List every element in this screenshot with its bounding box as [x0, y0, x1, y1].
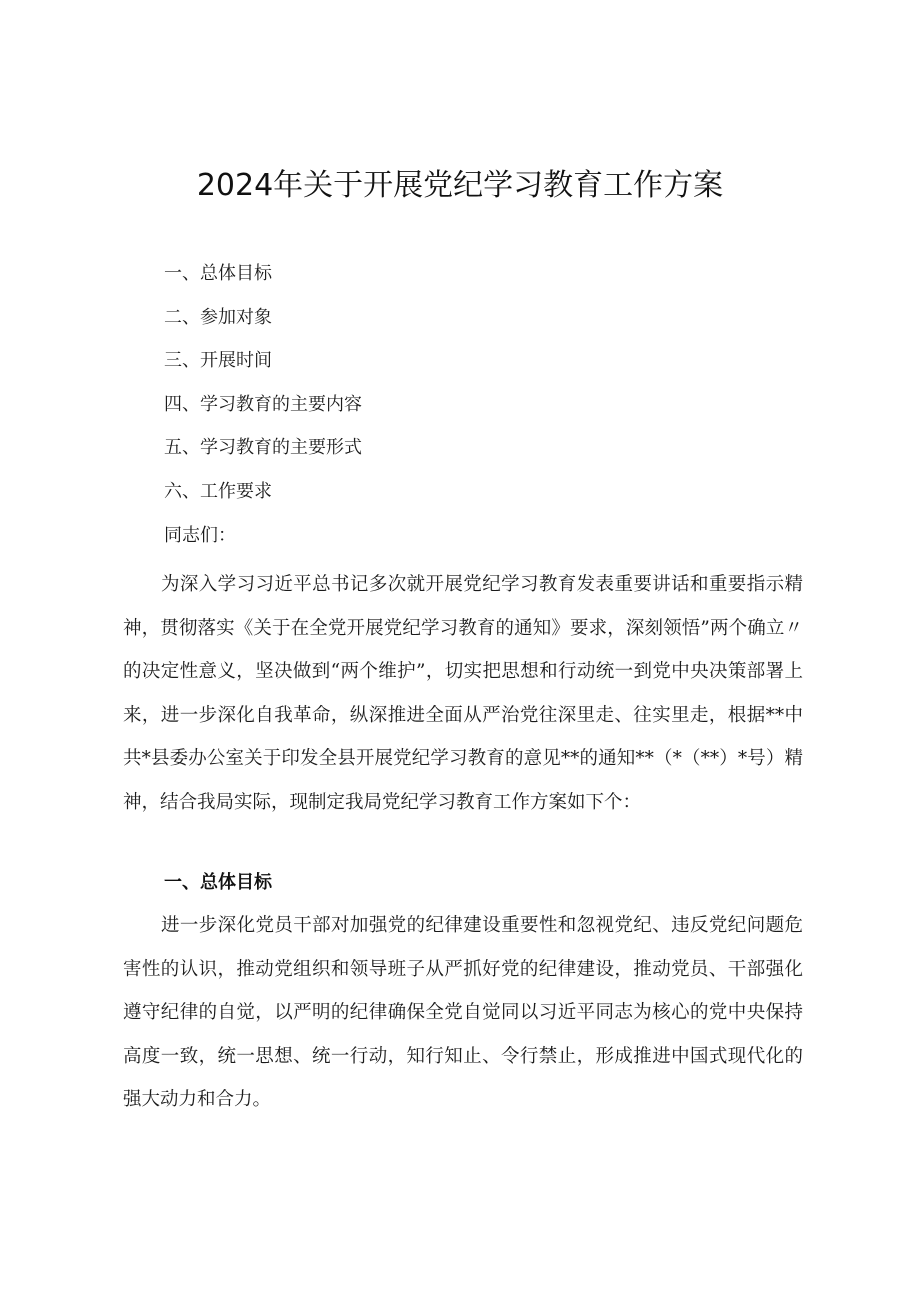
table-of-contents [164, 259, 804, 520]
document-title: 2024年关于开展党纪学习教育工作方案 [196, 168, 724, 203]
section-heading: 一、总体目标 [164, 872, 272, 893]
toc-item: 四、学习教育的主要内容 [164, 393, 362, 415]
toc-item: 五、学习教育的主要形式 [164, 437, 362, 458]
toc-item: 二、参加对象 [164, 306, 272, 328]
intro-paragraph: 为深入学习习近平总书记多次就开展党纪学习教育发表重要讲话和重要指示精神，贯彻落实《关于在全党开展党纪学习教育的通知》要求，深刻领悟”两个确立〃的决定性意义，坚决做到“两个维护”，切实把思想和行动统一到党中央决策部署上来，进一步深化自我革命，纵深推进全面从严治党往深里走、往实里走，根据**中共*县委办公室关于印发全县开展党纪学习教育的意见**的通知**（*（**）*号）精神，结合我局实际，现制定我局党纪学习教育工作方案如下个： [123, 574, 803, 813]
section-body-paragraph: 进一步深化党员干部对加强党的纪律建设重要性和忽视党纪、违反党纪问题危害性的认识，推动党组织和领导班子从严抓好党的纪律建设，推动党员、干部强化遵守纪律的自觉，以严明的纪律确保全党自觉同以习近平同志为核心的党中央保持高度一致，统一思想、统一行动，知行知止、令行禁止，形成推进中国式现代化的强大动力和合力。 [123, 915, 803, 1110]
salutation: 同志们： [164, 525, 236, 546]
toc-item: 一、总体目标 [164, 263, 272, 284]
toc-item: 三、开展时间 [164, 350, 272, 371]
toc-item: 六、工作要求 [164, 480, 272, 502]
